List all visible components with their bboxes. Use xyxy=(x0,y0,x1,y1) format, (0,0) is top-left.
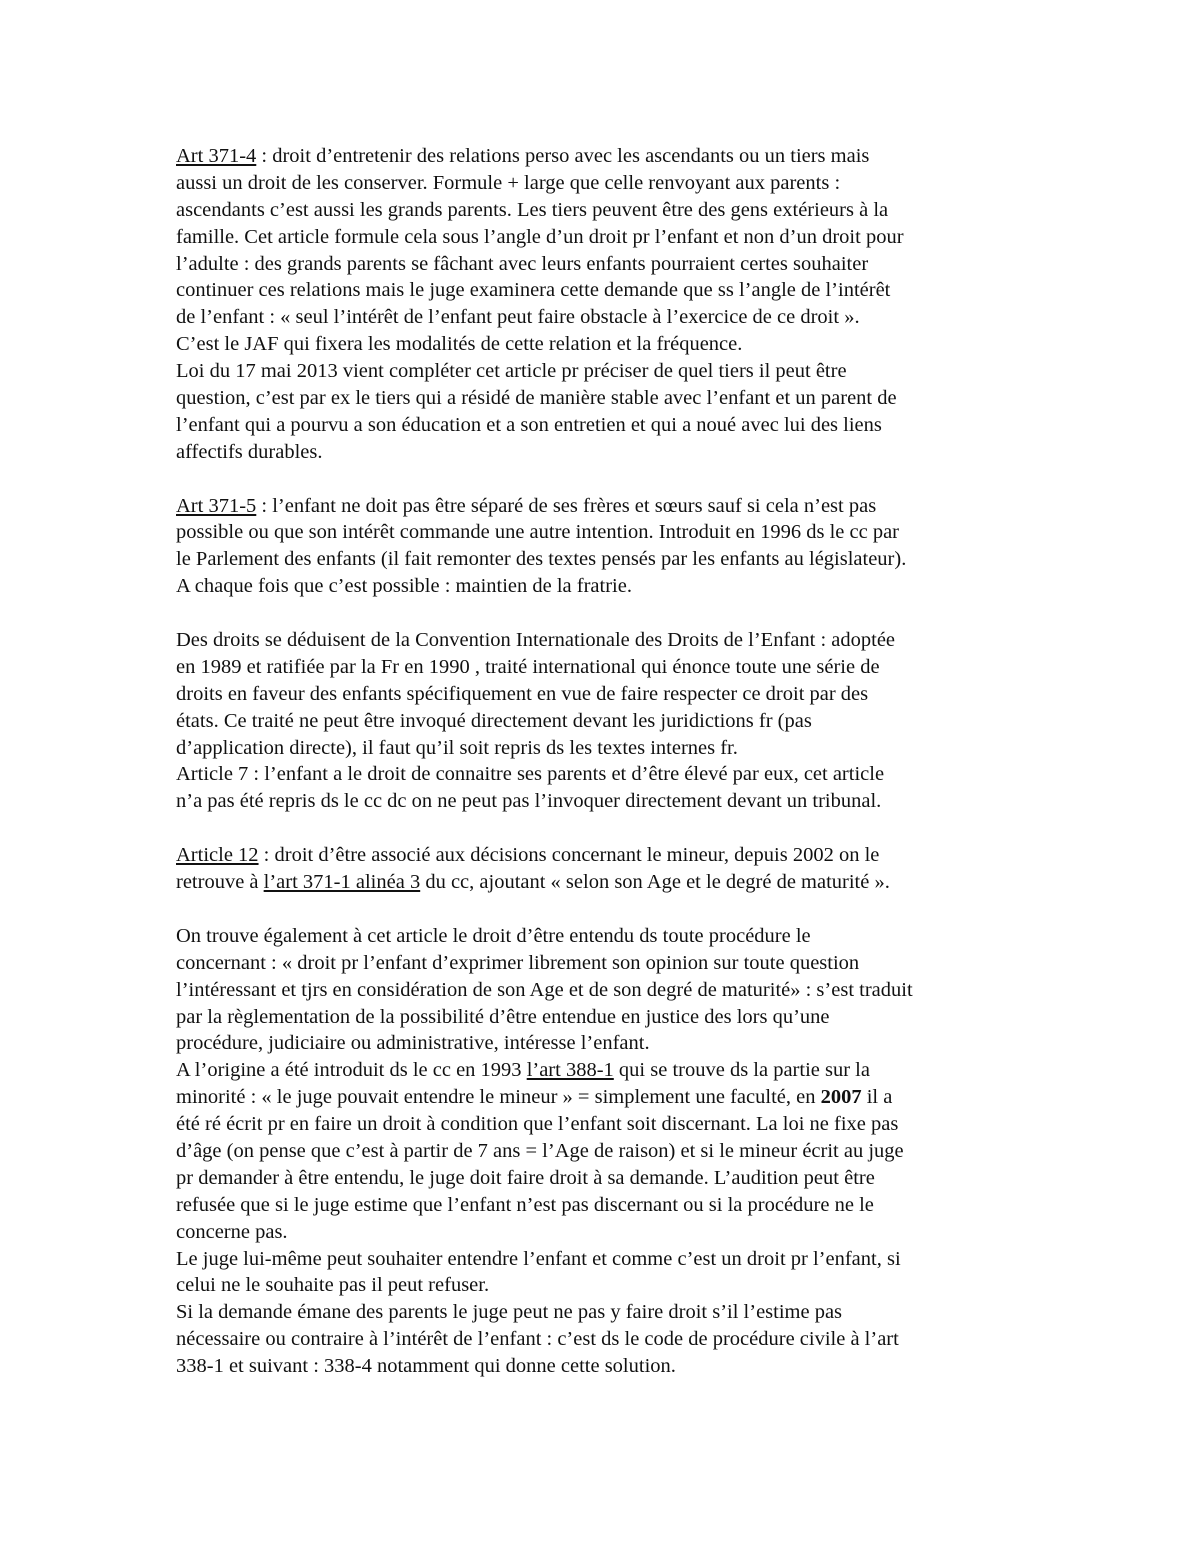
underlined-reference: Art 371-5 xyxy=(176,494,257,517)
text-run: continuer ces relations mais le juge examinera cette demande que ss l’angle de l’intérêt xyxy=(176,279,891,302)
text-line xyxy=(176,1030,1036,1057)
text-line xyxy=(176,331,1036,358)
text-run: l’intéressant et tjrs en considération de son Age et de son degré de maturité» : s’est traduit xyxy=(176,978,913,1001)
text-line xyxy=(176,412,1036,439)
text-run: droits en faveur des enfants spécifiquement en vue de faire respecter ce droit par des xyxy=(176,682,869,705)
paragraph xyxy=(176,493,1036,601)
text-line xyxy=(176,708,1036,735)
text-run: A chaque fois que c’est possible : maintien de la fratrie. xyxy=(176,575,632,598)
paragraph-gap xyxy=(176,600,1036,627)
text-run: retrouve à xyxy=(176,871,264,894)
text-line xyxy=(176,761,1036,788)
text-run: : droit d’entretenir des relations perso avec les ascendants ou un tiers mais xyxy=(256,145,870,167)
text-line xyxy=(176,439,1036,466)
text-line xyxy=(176,869,1036,896)
text-run: aussi un droit de les conserver. Formule + large que celle renvoyant aux parents : xyxy=(176,171,841,194)
text-run: Des droits se déduisent de la Convention Internationale des Droits de l’Enfant : adoptée xyxy=(176,629,896,652)
paragraph-gap xyxy=(176,815,1036,842)
text-run: concernant : « droit pr l’enfant d’exprimer librement son opinion sur toute question xyxy=(176,951,860,974)
text-run: C’est le JAF qui fixera les modalités de cette relation et la fréquence. xyxy=(176,333,743,356)
text-line xyxy=(176,573,1036,600)
text-run: par la règlementation de la possibilité d’être entendue en justice des lors qu’une xyxy=(176,1005,830,1028)
text-run: le Parlement des enfants (il fait remonter des textes pensés par les enfants au législateur). xyxy=(176,548,907,571)
text-run: l’enfant qui a pourvu a son éducation et a son entretien et qui a noué avec lui des liens xyxy=(176,413,882,436)
bold-text: 2007 xyxy=(820,1086,862,1109)
text-run: question, c’est par ex le tiers qui a résidé de manière stable avec l’enfant et un parent de xyxy=(176,387,897,410)
text-line xyxy=(176,1111,1036,1138)
paragraph xyxy=(176,842,1036,896)
text-run: famille. Cet article formule cela sous l’angle d’un droit pr l’enfant et non d’un droit pour xyxy=(176,225,904,248)
text-line xyxy=(176,842,1036,869)
text-line xyxy=(176,923,1036,950)
text-line xyxy=(176,1299,1036,1326)
underlined-reference: l’art 371-1 alinéa 3 xyxy=(263,871,421,894)
text-run: nécessaire ou contraire à l’intérêt de l’enfant : c’est ds le code de procédure civile à l’art xyxy=(176,1328,899,1351)
text-line xyxy=(176,224,1036,251)
text-line xyxy=(176,1353,1036,1380)
text-line xyxy=(176,519,1036,546)
underlined-reference: l’art 388-1 xyxy=(526,1059,614,1082)
text-line xyxy=(176,1272,1036,1299)
text-line xyxy=(176,277,1036,304)
paragraph xyxy=(176,923,1036,1380)
paragraph xyxy=(176,627,1036,815)
text-line xyxy=(176,546,1036,573)
text-line xyxy=(176,385,1036,412)
text-run: A l’origine a été introduit ds le cc en 1993 xyxy=(176,1059,527,1082)
text-line xyxy=(176,197,1036,224)
text-run: été ré écrit pr en faire un droit à condition que l’enfant soit discernant. La loi ne fixe pas xyxy=(176,1113,899,1136)
text-run: Si la demande émane des parents le juge peut ne pas y faire droit s’il l’estime pas xyxy=(176,1301,843,1324)
underlined-reference: Article 12 xyxy=(176,844,259,867)
text-run: l’adulte : des grands parents se fâchant avec leurs enfants pourraient certes souhaiter xyxy=(176,252,869,275)
text-run: il a xyxy=(861,1086,893,1109)
text-run: n’a pas été repris ds le cc dc on ne peut pas l’invoquer directement devant un tribunal. xyxy=(176,790,882,813)
text-run: 338-1 et suivant : 338-4 notamment qui donne cette solution. xyxy=(176,1355,676,1378)
underlined-reference: Art 371-4 xyxy=(176,145,257,167)
text-line xyxy=(176,1246,1036,1273)
text-line xyxy=(176,627,1036,654)
document-page xyxy=(176,143,1036,1380)
text-run: celui ne le souhaite pas il peut refuser. xyxy=(176,1274,490,1297)
text-run: refusée que si le juge estime que l’enfant n’est pas discernant ou si la procédure ne le xyxy=(176,1193,874,1216)
text-line xyxy=(176,950,1036,977)
text-run: ascendants c’est aussi les grands parents. Les tiers peuvent être des gens extérieurs à la xyxy=(176,198,889,221)
paragraph-gap xyxy=(176,466,1036,493)
text-line xyxy=(176,1138,1036,1165)
text-line xyxy=(176,493,1036,520)
text-run: minorité : « le juge pouvait entendre le mineur » = simplement une faculté, en xyxy=(176,1086,821,1109)
paragraph xyxy=(176,143,1036,466)
text-run: d’application directe), il faut qu’il soit repris ds les textes internes fr. xyxy=(176,736,738,759)
text-line xyxy=(176,1004,1036,1031)
paragraph-gap xyxy=(176,896,1036,923)
text-line xyxy=(176,654,1036,681)
text-run: Article 7 : l’enfant a le droit de connaitre ses parents et d’être élevé par eux, cet article xyxy=(176,763,885,786)
text-run: : droit d’être associé aux décisions concernant le mineur, depuis 2002 on le xyxy=(258,844,880,867)
text-line xyxy=(176,1326,1036,1353)
text-line xyxy=(176,251,1036,278)
text-run: du cc, ajoutant « selon son Age et le degré de maturité ». xyxy=(420,871,890,894)
text-run: : l’enfant ne doit pas être séparé de ses frères et sœurs sauf si cela n’est pas xyxy=(256,494,877,517)
text-run: procédure, judiciaire ou administrative, intéresse l’enfant. xyxy=(176,1032,650,1055)
text-line xyxy=(176,358,1036,385)
text-line xyxy=(176,170,1036,197)
text-run: états. Ce traité ne peut être invoqué directement devant les juridictions fr (pas xyxy=(176,709,812,732)
text-run: de l’enfant : « seul l’intérêt de l’enfant peut faire obstacle à l’exercice de ce droit ». xyxy=(176,306,860,329)
text-line xyxy=(176,1057,1036,1084)
text-run: affectifs durables. xyxy=(176,440,323,463)
text-line xyxy=(176,788,1036,815)
text-line xyxy=(176,735,1036,762)
text-line xyxy=(176,977,1036,1004)
text-line xyxy=(176,1165,1036,1192)
text-run: pr demander à être entendu, le juge doit faire droit à sa demande. L’audition peut être xyxy=(176,1166,875,1189)
text-line xyxy=(176,681,1036,708)
text-run: Le juge lui-même peut souhaiter entendre l’enfant et comme c’est un droit pr l’enfant, si xyxy=(176,1247,901,1270)
text-line xyxy=(176,1084,1036,1111)
text-run: concerne pas. xyxy=(176,1220,288,1243)
text-line xyxy=(176,304,1036,331)
text-run: Loi du 17 mai 2013 vient compléter cet article pr préciser de quel tiers il peut être xyxy=(176,360,847,383)
text-line xyxy=(176,143,1036,170)
text-run: en 1989 et ratifiée par la Fr en 1990 , traité international qui énonce toute une série de xyxy=(176,655,880,678)
text-line xyxy=(176,1219,1036,1246)
text-run: qui se trouve ds la partie sur la xyxy=(613,1059,870,1082)
text-run: d’âge (on pense que c’est à partir de 7 ans = l’Age de raison) et si le mineur écrit au juge xyxy=(176,1139,904,1162)
text-line xyxy=(176,1192,1036,1219)
text-run: On trouve également à cet article le droit d’être entendu ds toute procédure le xyxy=(176,924,811,947)
text-run: possible ou que son intérêt commande une autre intention. Introduit en 1996 ds le cc par xyxy=(176,521,900,544)
